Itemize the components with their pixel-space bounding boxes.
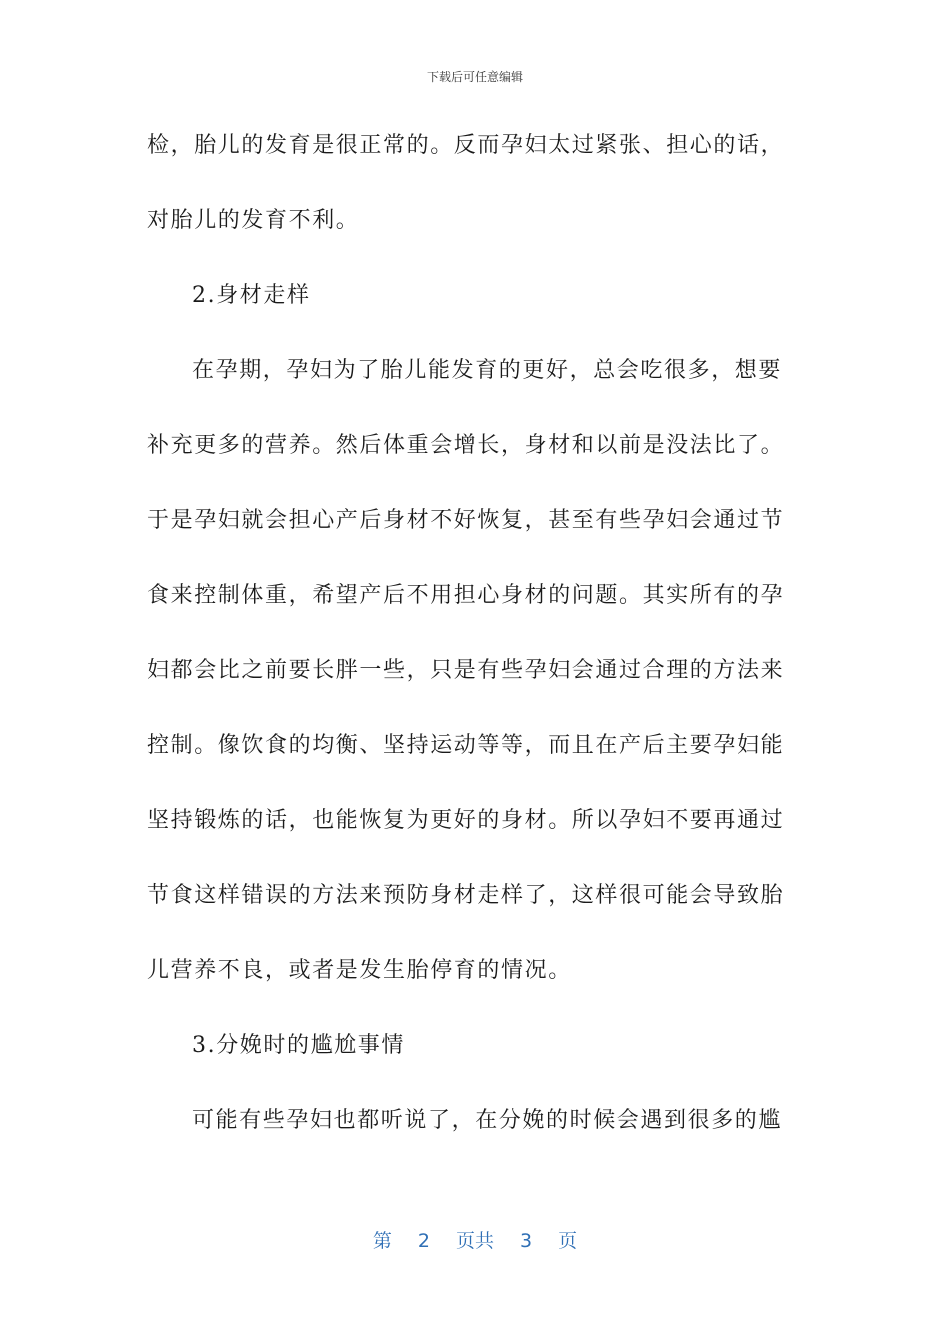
- footer-total-pages: 3: [520, 1230, 533, 1252]
- body-line: 检，胎儿的发育是很正常的。反而孕妇太过紧张、担心的话，: [147, 133, 785, 158]
- body-line: 于是孕妇就会担心产后身材不好恢复，甚至有些孕妇会通过节: [147, 508, 785, 533]
- section-heading: 2.身材走样: [192, 283, 311, 308]
- body-line: 对胎儿的发育不利。: [147, 208, 360, 233]
- paragraph-first-line: 可能有些孕妇也都听说了，在分娩的时候会遇到很多的尴: [192, 1108, 783, 1133]
- body-line: 妇都会比之前要长胖一些，只是有些孕妇会通过合理的方法来: [147, 658, 785, 683]
- download-note: 下载后可任意编辑: [426, 70, 523, 84]
- body-line: 补充更多的营养。然后体重会增长，身材和以前是没法比了。: [147, 433, 785, 458]
- body-line: 儿营养不良，或者是发生胎停育的情况。: [147, 958, 572, 983]
- body-line: 坚持锻炼的话，也能恢复为更好的身材。所以孕妇不要再通过: [147, 808, 785, 833]
- footer-ye-gong: 页共: [455, 1230, 494, 1252]
- body-line: 控制。像饮食的均衡、坚持运动等等，而且在产后主要孕妇能: [147, 733, 785, 758]
- body-line: 食来控制体重，希望产后不用担心身材的问题。其实所有的孕: [147, 583, 785, 608]
- footer-di: 第: [372, 1230, 392, 1252]
- section-heading: 3.分娩时的尴尬事情: [192, 1033, 405, 1058]
- footer-page-number: 2: [417, 1230, 430, 1252]
- body-line: 节食这样错误的方法来预防身材走样了，这样很可能会导致胎: [147, 883, 785, 908]
- footer-ye: 页: [558, 1230, 578, 1252]
- page-number-footer: [0, 1226, 950, 1253]
- paragraph-first-line: 在孕期，孕妇为了胎儿能发育的更好，总会吃很多，想要: [192, 358, 783, 383]
